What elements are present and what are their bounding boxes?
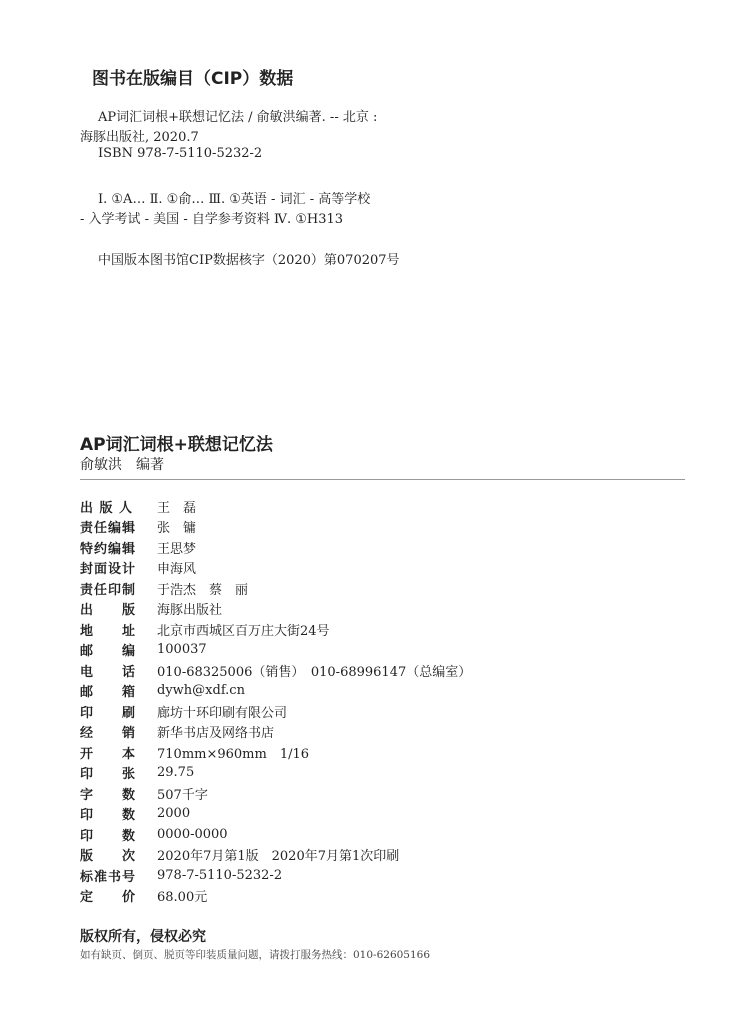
info-row [80,865,471,886]
info-row [80,824,471,845]
publication-info [80,496,471,906]
info-row [80,558,471,579]
info-label: 邮 箱 [80,685,137,701]
info-row [80,599,471,620]
info-value: 507千字 [157,787,208,803]
info-value: 2000 [157,806,191,822]
info-row [80,660,471,681]
info-value: 王 磊 [157,500,197,516]
info-row [80,578,471,599]
divider [80,479,685,480]
info-row [80,763,471,784]
cip-line: AP词汇词根+联想记忆法 / 俞敏洪编著. -- 北京 : [98,110,378,125]
info-row [80,517,471,538]
cip-line: 中国版本图书馆CIP数据核字（2020）第070207号 [98,253,400,268]
info-row [80,742,471,763]
info-label: 印 数 [80,828,137,844]
book-title: AP词汇词根+联想记忆法 [80,435,273,455]
book-author: 俞敏洪 编著 [80,457,164,473]
info-value: dywh@xdf.cn [157,683,245,699]
info-label: 标准书号 [80,869,137,885]
info-label: 责任印制 [80,582,137,598]
cip-line: Ⅰ. ①A… Ⅱ. ①俞… Ⅲ. ①英语 - 词汇 - 高等学校 [98,192,371,207]
info-row [80,640,471,661]
rights-statement: 版权所有，侵权必究 [80,929,206,945]
info-label: 定 价 [80,890,137,906]
info-row [80,845,471,866]
cip-line: ISBN 978-7-5110-5232-2 [98,146,263,161]
info-value: 海豚出版社 [157,603,223,619]
info-value: 0000-0000 [157,826,228,842]
info-value: 68.00元 [157,890,208,906]
info-label: 经 销 [80,726,137,742]
info-value: 新华书店及网络书店 [157,726,275,742]
info-row [80,496,471,517]
info-row [80,886,471,907]
info-value: 010-68325006（销售） 010-68996147（总编室） [157,664,472,680]
info-label: 开 本 [80,746,137,762]
info-value: 于浩杰 蔡 丽 [157,582,249,598]
info-value: 廊坊十环印刷有限公司 [157,705,288,721]
info-label: 印 刷 [80,705,137,721]
info-label: 电 话 [80,664,137,680]
info-row [80,804,471,825]
cip-heading: 图书在版编目（CIP）数据 [92,69,294,89]
info-row [80,783,471,804]
info-row [80,537,471,558]
info-row [80,681,471,702]
info-label: 字 数 [80,787,137,803]
info-value: 北京市西城区百万庄大街24号 [157,623,330,639]
info-row [80,722,471,743]
info-label: 出 版 人 [80,500,134,516]
info-value: 29.75 [157,765,195,781]
cip-line: 海豚出版社, 2020.7 [80,130,199,145]
info-value: 张 镛 [157,521,197,537]
info-value: 2020年7月第1版 2020年7月第1次印刷 [157,849,400,865]
info-label: 特约编辑 [80,541,137,557]
cip-line: - 入学考试 - 美国 - 自学参考资料 Ⅳ. ①H313 [80,212,344,227]
info-value: 978-7-5110-5232-2 [157,867,283,883]
info-label: 印 张 [80,767,137,783]
info-label: 责任编辑 [80,521,137,537]
info-label: 版 次 [80,849,137,865]
info-row [80,701,471,722]
info-label: 邮 编 [80,644,137,660]
info-label: 出 版 [80,603,137,619]
info-value: 100037 [157,642,207,658]
info-row [80,619,471,640]
info-label: 印 数 [80,808,137,824]
info-value: 申海风 [157,562,197,578]
info-label: 封面设计 [80,562,137,578]
service-note: 如有缺页、倒页、脱页等印装质量问题，请拨打服务热线：010-62605166 [80,949,431,961]
info-value: 王思梦 [157,541,197,557]
info-label: 地 址 [80,623,137,639]
info-value: 710mm×960mm 1/16 [157,746,310,762]
